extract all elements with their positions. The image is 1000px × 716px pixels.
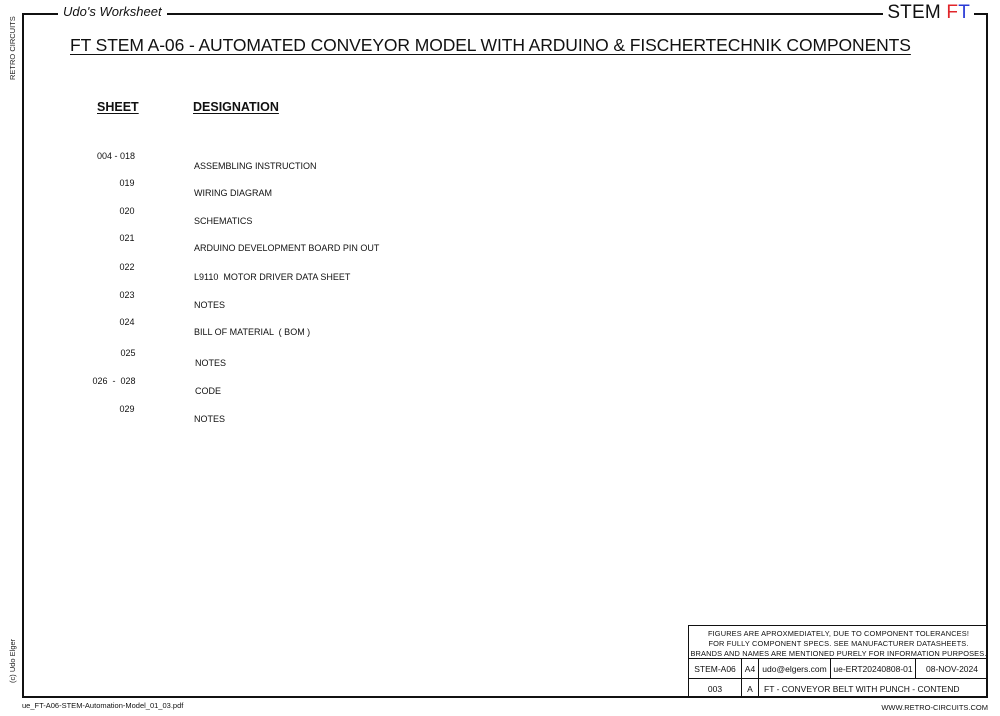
page-title: FT STEM A-06 - AUTOMATED CONVEYOR MODEL WITH ARDUINO & FISCHERTECHNIK COMPONENTS xyxy=(70,35,911,55)
logo-stem: STEM xyxy=(887,2,947,23)
disclaimer-line: FIGURES ARE APROXMEDIATELY, DUE TO COMPONENT TOLERANCES! xyxy=(707,629,970,638)
disclaimer-line: FOR FULLY COMPONENT SPECS. SEE MANUFACTURER DATASHEETS. xyxy=(708,639,969,648)
sheet-number: 004 - 018 xyxy=(96,151,136,161)
table-row xyxy=(84,366,222,396)
sheet-column-header: SHEET xyxy=(97,100,139,114)
table-row xyxy=(97,280,226,310)
logo-f: F xyxy=(946,2,959,23)
disclaimer-notes xyxy=(689,626,988,659)
drawing-frame xyxy=(22,13,988,698)
sheet-number: 025 xyxy=(120,348,136,358)
table-row xyxy=(97,252,351,282)
designation: L9110 MOTOR DRIVER DATA SHEET xyxy=(194,272,351,282)
document-date: 08-NOV-2024 xyxy=(926,663,978,674)
logo-t: T xyxy=(958,2,970,23)
document-id: ue-ERT20240808-01 xyxy=(831,659,916,678)
table-row xyxy=(98,338,227,368)
title-block-row-sheet xyxy=(689,679,988,698)
designation: NOTES xyxy=(194,300,226,310)
designation: NOTES xyxy=(195,358,227,368)
sheet-title: FT - CONVEYOR BELT WITH PUNCH - CONTEND xyxy=(764,683,960,694)
author-email: udo@elgers.com xyxy=(759,659,831,678)
side-label-copyright: (c) Udo Elger xyxy=(8,638,17,683)
disclaimer-line: BRANDS AND NAMES ARE MENTIONED PURELY FOR INFORMATION PURPOSES. xyxy=(690,649,987,658)
website: WWW.RETRO-CIRCUITS.COM xyxy=(881,703,988,712)
sheet-number: 003 xyxy=(689,679,742,698)
designation: CODE xyxy=(195,386,222,396)
sheet-number: 020 xyxy=(119,206,135,216)
designation: BILL OF MATERIAL ( BOM ) xyxy=(194,327,311,337)
sheet-number: 023 xyxy=(119,290,135,300)
sheet-number: 019 xyxy=(119,178,135,188)
designation: NOTES xyxy=(194,414,226,424)
table-row xyxy=(97,394,226,424)
table-row xyxy=(86,141,317,171)
revision: A xyxy=(742,679,759,698)
title-block-row-info xyxy=(689,659,988,679)
designation: WIRING DIAGRAM xyxy=(194,188,272,198)
designation: ASSEMBLING INSTRUCTION xyxy=(194,161,317,171)
sheet-number: 022 xyxy=(119,262,135,272)
designation: SCHEMATICS xyxy=(194,216,253,226)
sheet-number: 024 xyxy=(119,317,135,327)
table-row xyxy=(97,168,272,198)
designation-column-header: DESIGNATION xyxy=(193,100,279,114)
filename: ue_FT-A06-STEM-Automation-Model_01_03.pdf xyxy=(22,701,184,710)
project-code: STEM-A06 xyxy=(689,659,742,678)
sheet-number: 029 xyxy=(119,404,135,414)
sheet-number: 021 xyxy=(119,233,135,243)
worksheet-label: Udo's Worksheet xyxy=(58,4,167,20)
table-row xyxy=(97,196,253,226)
title-block xyxy=(688,625,988,698)
designation: ARDUINO DEVELOPMENT BOARD PIN OUT xyxy=(194,243,380,253)
side-label-retro-circuits: RETRO CIRCUITS xyxy=(8,16,17,80)
table-row xyxy=(97,307,311,337)
paper-format: A4 xyxy=(742,659,759,678)
stem-ft-logo xyxy=(883,2,974,24)
table-row xyxy=(97,223,380,253)
sheet-number: 026 - 028 xyxy=(92,376,136,386)
